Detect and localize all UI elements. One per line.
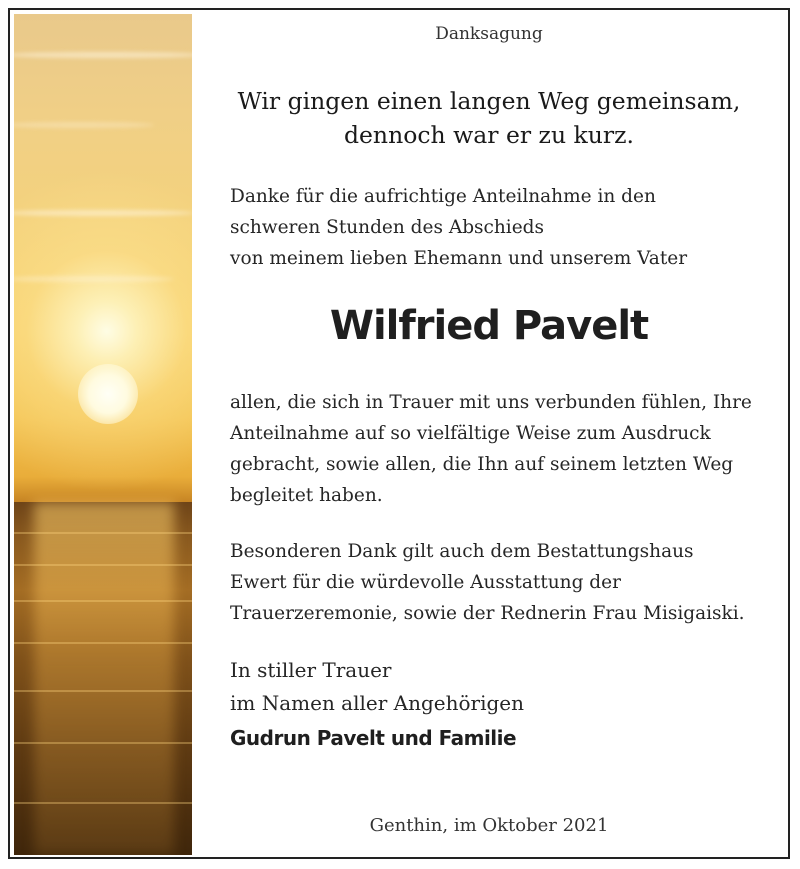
thanks-line: Anteilnahme auf so vielfältige Weise zum Ausdruck — [230, 423, 711, 444]
intro-line: schweren Stunden des Abschieds — [230, 217, 545, 238]
closing-line: In stiller Trauer — [230, 658, 392, 682]
motto-line: dennoch war er zu kurz. — [343, 121, 635, 149]
wave-line — [14, 600, 192, 602]
wave-line — [14, 532, 192, 534]
wave-line — [14, 690, 192, 692]
intro-paragraph — [230, 181, 784, 274]
wave-line — [14, 642, 192, 644]
sky-glow — [14, 14, 192, 502]
thanks-paragraph-1 — [230, 387, 784, 511]
wave-line — [14, 742, 192, 744]
signature: Gudrun Pavelt und Familie — [230, 726, 517, 750]
thanks-line: Trauerzeremonie, sowie der Rednerin Frau Misigaiski. — [230, 603, 745, 624]
wave-line — [14, 564, 192, 566]
sunset-sea-photo — [14, 14, 192, 855]
place-date: Genthin, im Oktober 2021 — [369, 815, 609, 836]
wave-line — [14, 802, 192, 804]
motto — [194, 84, 784, 152]
thanks-line: gebracht, sowie allen, die Ihn auf seinem letzten Weg — [230, 454, 734, 475]
intro-line: von meinem lieben Ehemann und unserem Vater — [230, 248, 688, 269]
thanks-line: begleitet haben. — [230, 485, 383, 506]
motto-line: Wir gingen einen langen Weg gemeinsam, — [237, 87, 741, 115]
notice-heading: Danksagung — [435, 24, 543, 44]
sea — [14, 502, 192, 855]
thanks-line: Ewert für die würdevolle Ausstattung der — [230, 572, 621, 593]
intro-line: Danke für die aufrichtige Anteilnahme in den — [230, 186, 656, 207]
cloud-streak — [14, 210, 192, 216]
closing-lines — [230, 654, 784, 720]
cloud-streak — [14, 52, 192, 58]
sun — [78, 364, 138, 424]
thanks-line: Besonderen Dank gilt auch dem Bestattungshaus — [230, 541, 694, 562]
thanks-line: allen, die sich in Trauer mit uns verbunden fühlen, Ihre — [230, 392, 752, 413]
thanks-paragraph-2 — [230, 536, 784, 629]
obituary-notice-frame — [8, 8, 790, 859]
closing-line: im Namen aller Angehörigen — [230, 691, 525, 715]
deceased-name: Wilfried Pavelt — [329, 303, 649, 349]
notice-text — [194, 10, 784, 857]
